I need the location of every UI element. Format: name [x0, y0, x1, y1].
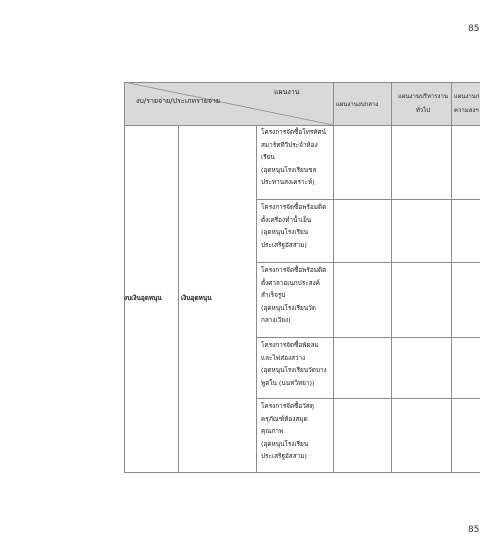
col-divider	[391, 82, 392, 473]
col-divider	[451, 82, 452, 473]
project-text: พูดใน (นนทวิทยา))	[261, 378, 315, 387]
row-divider	[256, 337, 480, 338]
project-text: ประเสริฐอัสสาม)	[261, 240, 307, 249]
project-text: โครงการจัดซื้อวัสดุ	[261, 402, 314, 410]
project-text: คุณภาพ	[261, 427, 284, 435]
col-divider	[178, 125, 179, 473]
header-partial-line1: แผนงานก	[454, 93, 480, 100]
project-text: สำเร็จรูป	[261, 291, 286, 299]
project-text: (อุดหนุนโรงเรียนวัดบาง	[261, 366, 327, 374]
header-budget-label: งบ/รายจ่าย/ประเภทรายจ่าย	[136, 97, 221, 105]
project-text: (อุดหนุนโรงเรียนวัด	[261, 303, 316, 312]
header-general-admin-line1: แผนงานบริหารงาน	[398, 93, 448, 100]
header-plan-label: แผนงาน	[274, 88, 300, 96]
project-text: (อุดหนุนโรงเรียน	[261, 439, 309, 448]
project-text: ประทานสงเคราะห์)	[261, 178, 315, 186]
row-divider	[256, 398, 480, 399]
table-border-left	[124, 82, 125, 473]
header-central-plan: แผนงานงบกลาง	[336, 101, 379, 108]
project-text: ประเสริฐอัสสาม)	[261, 452, 307, 460]
row-divider	[256, 199, 480, 200]
project-cell	[261, 264, 337, 327]
page-number-bottom: 85	[468, 525, 480, 535]
header-general-admin-line2: ทั่วไป	[415, 107, 431, 114]
header-partial-plan	[454, 90, 480, 118]
project-text: ครุภัณฑ์ห้องสมุด	[261, 414, 308, 423]
project-text: สมาร์ททีวีประจำห้อง	[261, 140, 318, 149]
project-cell	[261, 201, 337, 251]
project-text: โครงการจัดซื้อพร้อมติด	[261, 203, 327, 211]
col-divider	[256, 125, 257, 473]
row-divider	[256, 262, 480, 263]
project-text: (อุดหนุนโรงเรียนชล	[261, 165, 317, 174]
header-partial-line2: ความสงฯ	[454, 107, 479, 114]
project-text: (อุดหนุนโรงเรียน	[261, 228, 309, 236]
project-text: โครงการจัดซื้อพร้อมติด	[261, 266, 327, 274]
budget-category: งบเงินอุดหนุน	[124, 294, 162, 302]
project-text: ตั้งเครื่องทำน้ำเย็น	[261, 215, 312, 224]
project-text: โครงการจัดซื้อโทรทัศน์	[261, 128, 326, 136]
expense-type: เงินอุดหนุน	[181, 294, 212, 302]
header-general-admin	[392, 90, 454, 118]
project-cell	[261, 339, 337, 389]
project-text: โครงการจัดซื้อพัดลม	[261, 341, 319, 349]
project-text: กลางเวียง)	[261, 316, 291, 324]
project-text: เรียน	[261, 153, 275, 161]
project-text: และไฟส่องสว่าง	[261, 353, 306, 362]
budget-table	[124, 82, 480, 473]
project-cell	[261, 126, 337, 189]
project-text: ตั้งศาลาอเนกประสงค์	[261, 278, 320, 287]
project-cell	[261, 400, 337, 463]
page-number-top: 85	[468, 24, 480, 34]
